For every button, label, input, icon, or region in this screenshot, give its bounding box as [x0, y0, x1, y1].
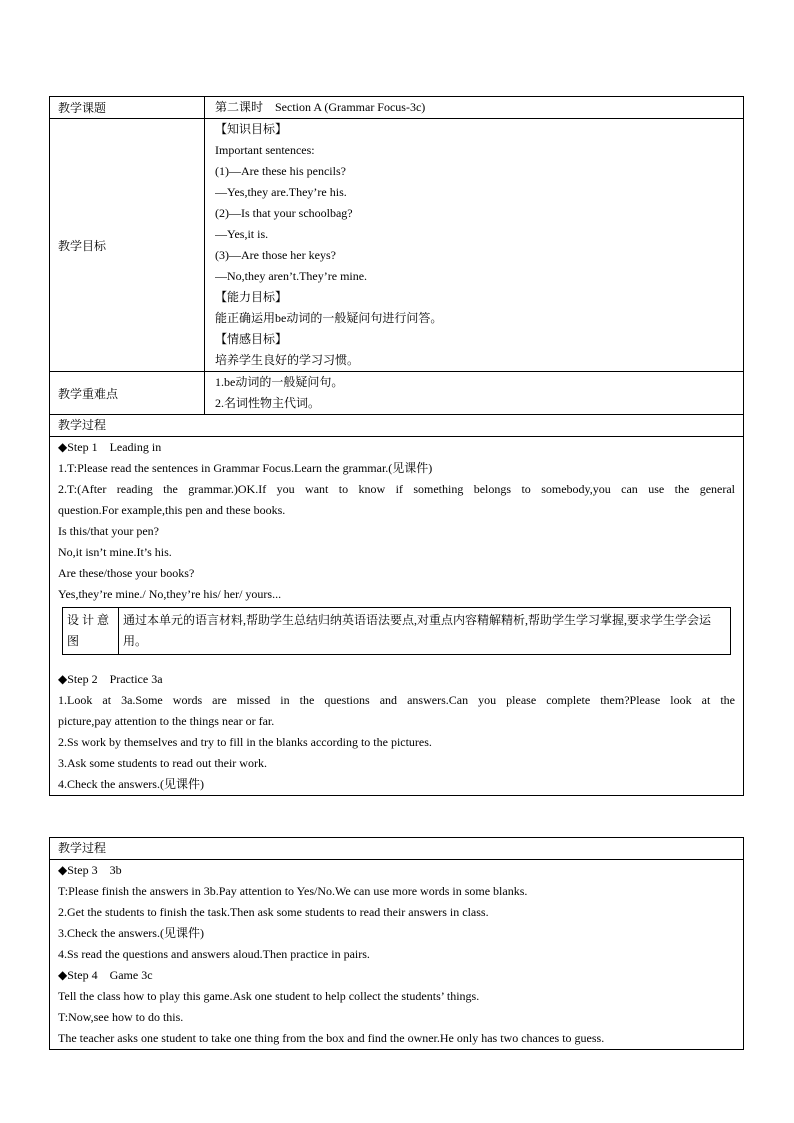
topic-value: 第二课时 Section A (Grammar Focus-3c): [215, 100, 426, 114]
goal-line: (3)—Are those her keys?: [215, 248, 336, 262]
step-line: T:Please finish the answers in 3b.Pay attention to Yes/No.We can use more words in some blanks.: [58, 884, 528, 898]
goal-line: 【能力目标】: [215, 290, 288, 304]
topic-row: [50, 97, 743, 119]
step-line: question.For example,this pen and these books.: [58, 503, 286, 517]
goal-line: —No,they aren’t.They’re mine.: [215, 269, 368, 283]
key-points-label: 教学重难点: [50, 372, 205, 414]
step-line: ◆Step 3 3b: [58, 863, 122, 877]
step-line: 1.T:Please read the sentences in Grammar Focus.Learn the grammar.(见课件): [58, 461, 433, 475]
goal-line: 【情感目标】: [215, 332, 288, 346]
step-line: Tell the class how to play this game.Ask one student to help collect the students’ things.: [58, 989, 480, 1003]
goal-line: (2)—Is that your schoolbag?: [215, 206, 353, 220]
key-point-line: 1.be动词的一般疑问句。: [215, 375, 344, 389]
step-line: 3.Ask some students to read out their work.: [58, 756, 267, 770]
step-line: Is this/that your pen?: [58, 524, 159, 538]
process-label: 教学过程: [58, 841, 107, 855]
lesson-plan-table-continued: [49, 837, 744, 1050]
key-points-content: [205, 372, 743, 414]
goal-line: 【知识目标】: [215, 122, 288, 136]
step-line: 2.Ss work by themselves and try to fill in the blanks according to the pictures.: [58, 735, 432, 749]
process-header-row: [50, 838, 743, 860]
topic-label: 教学课题: [50, 97, 205, 118]
goal-line: 能正确运用be动词的一般疑问句进行问答。: [215, 311, 443, 325]
process-header-row: [50, 415, 743, 437]
goals-row: [50, 119, 743, 372]
process-content-row: [50, 860, 743, 1049]
key-point-line: 2.名词性物主代词。: [215, 396, 321, 410]
design-intent-label: 设 计 意 图: [63, 608, 119, 654]
design-intent-text: 通过本单元的语言材料,帮助学生总结归纳英语语法要点,对重点内容精解精析,帮助学生学习掌握,要求学生学会运用。: [123, 613, 712, 648]
process-content-row: [50, 437, 743, 795]
process-label: 教学过程: [58, 418, 107, 432]
step-line: ◆Step 4 Game 3c: [58, 968, 153, 982]
step-line: ◆Step 1 Leading in: [58, 440, 162, 454]
step-line: 1.Look at 3a.Some words are missed in the questions and answers.Can you please complete them?Please look at the: [58, 693, 735, 707]
goals-content: [205, 119, 743, 371]
design-intent-box: [62, 607, 731, 655]
step-line: 2.T:(After reading the grammar.)OK.If you want to know if something belongs to somebody,you can use the general: [58, 482, 735, 496]
step-line: The teacher asks one student to take one thing from the box and find the owner.He only has two chances to guess.: [58, 1031, 605, 1045]
goal-line: —Yes,they are.They’re his.: [215, 185, 347, 199]
key-points-row: [50, 372, 743, 415]
goals-label: 教学目标: [50, 119, 205, 371]
goal-line: (1)—Are these his pencils?: [215, 164, 346, 178]
goal-line: Important sentences:: [215, 143, 315, 157]
goal-line: 培养学生良好的学习习惯。: [215, 353, 360, 367]
goal-line: —Yes,it is.: [215, 227, 269, 241]
step-line: No,it isn’t mine.It’s his.: [58, 545, 172, 559]
lesson-plan-table: [49, 96, 744, 796]
step-line: Are these/those your books?: [58, 566, 195, 580]
step-line: 4.Ss read the questions and answers aloud.Then practice in pairs.: [58, 947, 370, 961]
step-line: ◆Step 2 Practice 3a: [58, 672, 163, 686]
step-line: Yes,they’re mine./ No,they’re his/ her/ yours...: [58, 587, 282, 601]
step-line: 4.Check the answers.(见课件): [58, 777, 204, 791]
process-content: [50, 860, 743, 1049]
step-line: picture,pay attention to the things near or far.: [58, 714, 275, 728]
step-line: T:Now,see how to do this.: [58, 1010, 184, 1024]
process-content: [50, 437, 743, 795]
step-line: 3.Check the answers.(见课件): [58, 926, 204, 940]
step-line: 2.Get the students to finish the task.Then ask some students to read their answers in class.: [58, 905, 489, 919]
